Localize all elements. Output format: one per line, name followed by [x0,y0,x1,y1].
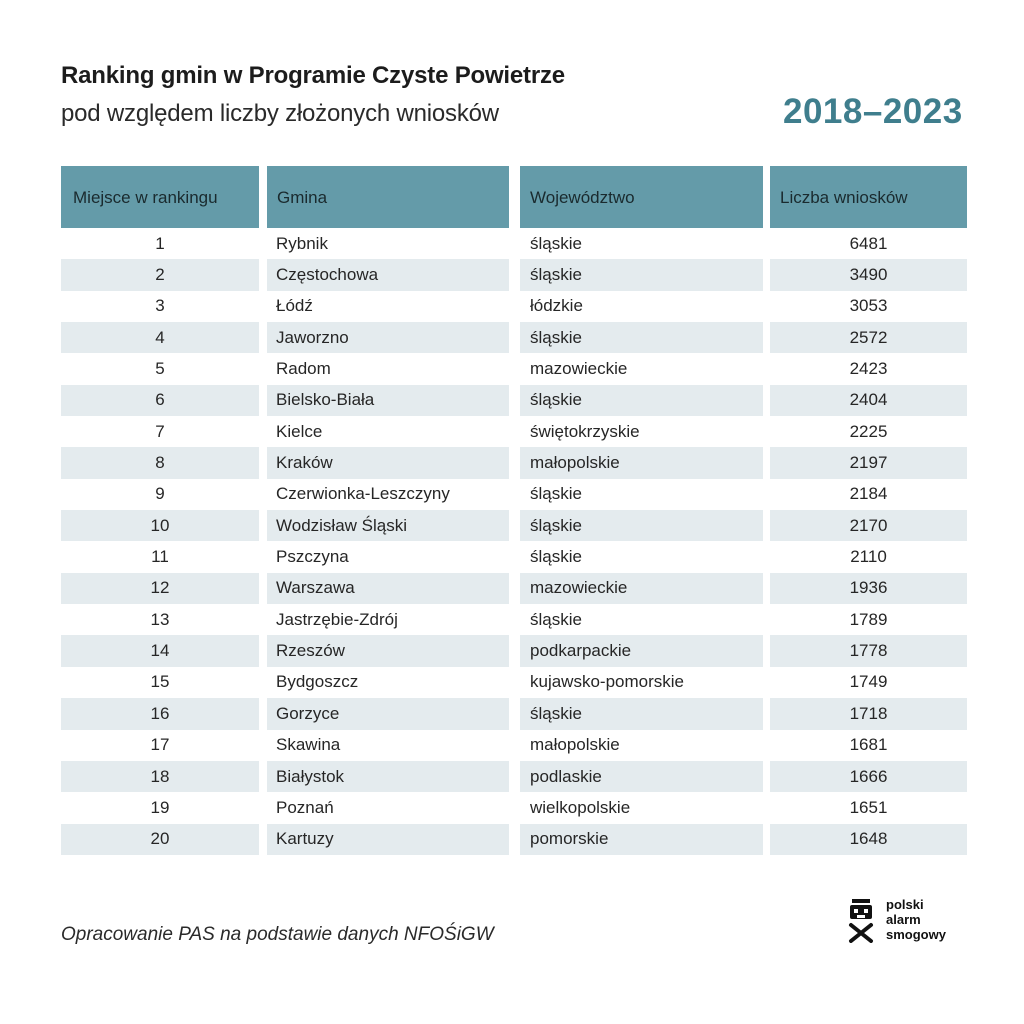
smog-alarm-logo-icon [848,897,874,943]
rank-cell: 14 [61,635,259,666]
wojewodztwo-cell: śląskie [520,698,763,729]
wojewodztwo-cell: mazowieckie [520,573,763,604]
wojewodztwo-cell: mazowieckie [530,359,628,379]
gmina-cell: Białystok [267,761,509,792]
table-row [61,698,967,729]
gmina-cell: Jastrzębie-Zdrój [276,609,398,629]
table-row [61,385,967,416]
wojewodztwo-cell: kujawsko-pomorskie [530,672,684,692]
rank-cell: 15 [150,672,170,692]
count-cell: 3053 [849,296,888,316]
table-row [61,761,967,792]
years-label: 2018–2023 [783,92,963,131]
column-header-rank: Miejsce w rankingu [61,166,259,228]
count-cell: 2184 [849,484,888,504]
gmina-cell: Kraków [267,447,509,478]
logo-line: alarm [886,912,921,927]
count-cell: 2404 [770,385,967,416]
rank-cell: 5 [155,359,165,379]
gmina-cell: Gorzyce [267,698,509,729]
gmina-cell: Skawina [276,735,341,755]
wojewodztwo-cell: małopolskie [520,447,763,478]
gmina-cell: Rzeszów [267,635,509,666]
rank-cell: 16 [61,698,259,729]
rank-cell: 12 [61,573,259,604]
rank-cell: 10 [61,510,259,541]
logo-line: polski [886,897,924,912]
table-row [61,322,967,353]
rank-cell: 9 [155,484,165,504]
count-cell: 1666 [770,761,967,792]
count-cell: 3490 [770,259,967,290]
table-row [61,730,967,761]
count-cell: 1648 [770,824,967,855]
rank-cell: 20 [61,824,259,855]
column-header-gmina: Gmina [267,166,509,228]
logo [848,897,978,945]
wojewodztwo-cell: świętokrzyskie [530,421,640,441]
rank-cell: 1 [155,233,165,253]
gmina-cell: Częstochowa [267,259,509,290]
wojewodztwo-cell: śląskie [520,510,763,541]
gmina-cell: Radom [276,359,331,379]
count-cell: 2225 [849,421,888,441]
count-cell: 1651 [849,797,888,817]
count-cell: 1681 [849,735,888,755]
gmina-cell: Jaworzno [267,322,509,353]
table-header [61,166,967,228]
rank-cell: 13 [150,609,170,629]
wojewodztwo-cell: śląskie [530,547,582,567]
table-row [61,353,967,384]
column-header-count: Liczba wniosków [770,166,967,228]
rank-cell: 17 [150,735,170,755]
count-cell: 1936 [770,573,967,604]
wojewodztwo-cell: śląskie [530,484,582,504]
rank-cell: 11 [151,547,169,567]
table-row [61,447,967,478]
count-cell: 1789 [849,609,888,629]
table-row [61,573,967,604]
rank-cell: 7 [155,421,165,441]
gmina-cell: Poznań [276,797,334,817]
wojewodztwo-cell: wielkopolskie [530,797,631,817]
wojewodztwo-cell: śląskie [530,233,582,253]
table-row [61,416,967,447]
gmina-cell: Kielce [276,421,323,441]
gmina-cell: Kartuzy [267,824,509,855]
wojewodztwo-cell: śląskie [520,259,763,290]
rank-cell: 3 [155,296,165,316]
table-row [61,792,967,823]
table-row [61,510,967,541]
rank-cell: 2 [61,259,259,290]
wojewodztwo-cell: podlaskie [520,761,763,792]
wojewodztwo-cell: śląskie [520,322,763,353]
table-row [61,635,967,666]
table-row [61,228,967,259]
table-row [61,667,967,698]
gmina-cell: Rybnik [276,233,328,253]
rank-cell: 6 [61,385,259,416]
rank-cell: 18 [61,761,259,792]
gmina-cell: Czerwionka-Leszczyny [276,484,450,504]
rank-cell: 4 [61,322,259,353]
wojewodztwo-cell: śląskie [520,385,763,416]
logo-text [886,897,946,942]
table-row [61,479,967,510]
page-subtitle: pod względem liczby złożonych wniosków [61,100,499,127]
rank-cell: 19 [150,797,170,817]
wojewodztwo-cell: łódzkie [530,296,583,316]
count-cell: 2170 [770,510,967,541]
rank-cell: 8 [61,447,259,478]
table-row [61,291,967,322]
count-cell: 2572 [770,322,967,353]
gmina-cell: Łódź [276,296,313,316]
count-cell: 2110 [850,547,887,567]
table-row [61,259,967,290]
table-row [61,604,967,635]
count-cell: 2423 [849,359,888,379]
page-title: Ranking gmin w Programie Czyste Powietrze [61,62,565,89]
gmina-cell: Bydgoszcz [276,672,359,692]
gmina-cell: Wodzisław Śląski [267,510,509,541]
table-row [61,824,967,855]
count-cell: 6481 [849,233,888,253]
source-note: Opracowanie PAS na podstawie danych NFOŚiGW [61,924,494,945]
ranking-table [61,166,967,855]
wojewodztwo-cell: podkarpackie [520,635,763,666]
wojewodztwo-cell: pomorskie [520,824,763,855]
gmina-cell: Pszczyna [276,547,349,567]
count-cell: 1749 [849,672,888,692]
gmina-cell: Warszawa [267,573,509,604]
wojewodztwo-cell: małopolskie [530,735,620,755]
gmina-cell: Bielsko-Biała [267,385,509,416]
count-cell: 1718 [770,698,967,729]
logo-line: smogowy [886,927,946,942]
column-header-wojewodztwo: Województwo [520,166,763,228]
count-cell: 1778 [770,635,967,666]
table-body [61,228,967,855]
count-cell: 2197 [770,447,967,478]
wojewodztwo-cell: śląskie [530,609,582,629]
table-row [61,541,967,572]
